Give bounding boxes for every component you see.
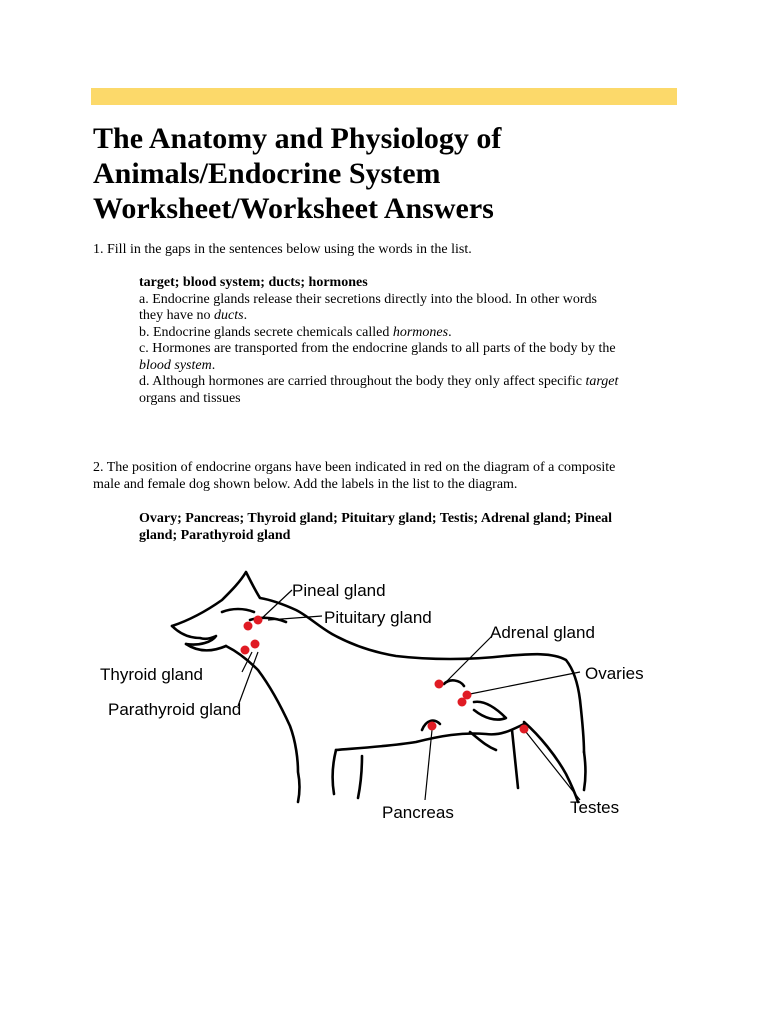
q2-prompt-line2: male and female dog shown below. Add the labels in the list to the diagram. (93, 477, 518, 492)
q1-a-line1: a. Endocrine glands release their secretions directly into the blood. In other words (139, 291, 597, 307)
q1-a-answer: ducts (214, 308, 244, 323)
label-thyroid-gland: Thyroid gland (100, 665, 204, 684)
q1-b-answer: hormones (392, 324, 449, 340)
q1-d-text: d. Although hormones are carried throughout the body they only affect specific (139, 374, 586, 389)
thyroid-dot (241, 646, 250, 655)
title-line-1: The Anatomy and Physiology of (93, 122, 502, 155)
q1-b-text: b. Endocrine glands secrete chemicals called (139, 324, 393, 340)
testes-dot (520, 725, 529, 734)
page-title (93, 121, 693, 226)
question-2-prompt (93, 459, 683, 493)
q1-b-post: . (448, 324, 452, 340)
label-pineal-gland: Pineal gland (292, 581, 386, 600)
question-2-word-list (139, 511, 679, 544)
ovary-dot-2 (458, 698, 467, 707)
label-parathyroid-gland: Parathyroid gland (108, 700, 242, 719)
parathyroid-dot (251, 640, 260, 649)
title-line-3: Worksheet/Worksheet Answers (93, 192, 494, 225)
q2-list-line1: Ovary; Pancreas; Thyroid gland; Pituitary gland; Testis; Adrenal gland; Pineal (139, 511, 613, 526)
label-ovaries: Ovaries (585, 664, 644, 683)
label-pancreas: Pancreas (382, 803, 454, 822)
q1-b-line (139, 325, 699, 342)
question-1-answers (139, 275, 699, 407)
q1-d-answer: target (585, 374, 619, 389)
q1-d-line1 (139, 374, 699, 391)
label-adrenal-gland: Adrenal gland (490, 623, 595, 642)
title-line-2: Animals/Endocrine System (93, 157, 441, 190)
question-1-prompt: 1. Fill in the gaps in the sentences below using the words in the list. (93, 242, 472, 257)
q1-a-text: they have no (139, 308, 215, 323)
q1-d-line2: organs and tissues (139, 390, 241, 406)
q1-c-line2 (139, 358, 699, 375)
q1-c-answer: blood system (139, 357, 212, 373)
adrenal-dot (435, 680, 444, 689)
q1-a-line2 (139, 308, 699, 325)
dog-endocrine-diagram (0, 560, 768, 840)
label-testes: Testes (570, 798, 620, 817)
pancreas-dot (428, 722, 437, 731)
pineal-dot (254, 616, 263, 625)
q1-c-post: . (211, 357, 216, 373)
q1-word-list: target; blood system; ducts; hormones (139, 275, 368, 290)
dog-outline (172, 572, 586, 802)
label-pituitary-gland: Pituitary gland (324, 608, 432, 627)
q2-list-line2: gland; Parathyroid gland (139, 527, 291, 543)
q1-c-line1: c. Hormones are transported from the endocrine glands to all parts of the body by the (139, 341, 616, 356)
q1-a-post: . (243, 308, 248, 323)
q2-prompt-line1: 2. The position of endocrine organs have been indicated in red on the diagram of a composite (93, 460, 616, 475)
header-accent-bar (91, 88, 677, 105)
pituitary-dot (244, 622, 253, 631)
